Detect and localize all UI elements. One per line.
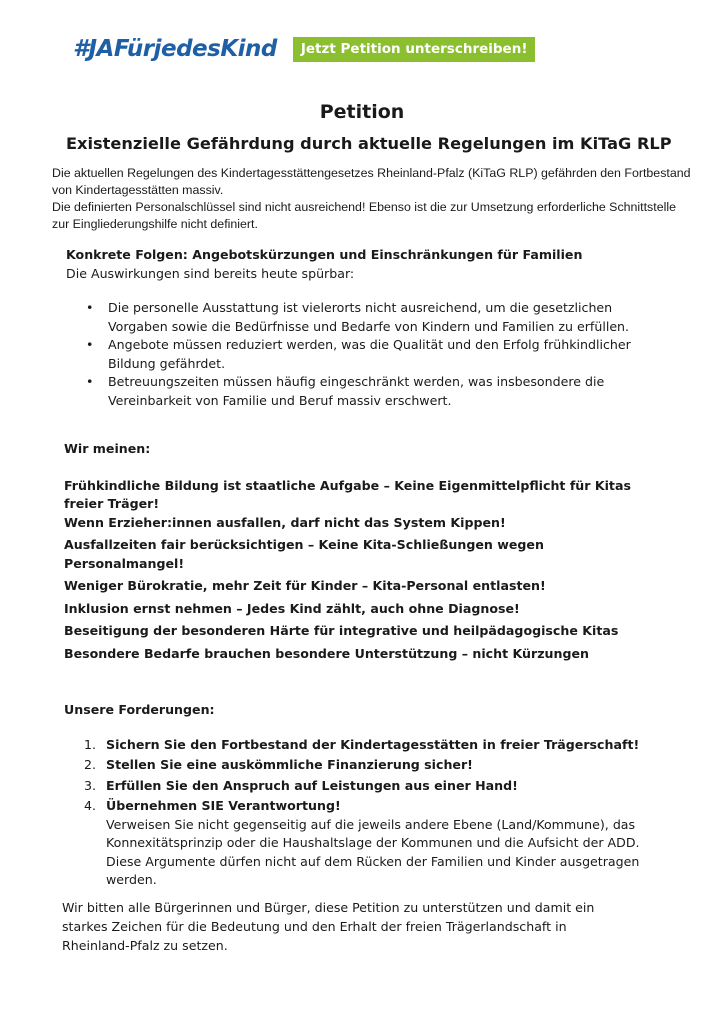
- demands-heading: Unsere Forderungen:: [64, 702, 215, 717]
- campaign-logo[interactable]: #JAFürjedesKind: [73, 36, 277, 62]
- demand-title: Stellen Sie eine auskömmliche Finanzierung sicher!: [106, 757, 473, 772]
- demand-number: 4.: [84, 798, 97, 813]
- consequences-heading: Konkrete Folgen: Angebotskürzungen und Einschränkungen für Familien: [66, 247, 583, 262]
- intro-paragraph: Die aktuellen Regelungen des Kindertagesstättengesetzes Rheinland-Pfalz (KiTaG RLP) gefährden den Fortbestand von Kindertagesstätten massiv.: [52, 166, 691, 197]
- demand-title: Erfüllen Sie den Anspruch auf Leistungen aus einer Hand!: [106, 777, 518, 793]
- opinion-claim: Inklusion ernst nehmen – Jedes Kind zählt, auch ohne Diagnose!: [64, 600, 520, 616]
- demand-title: Sichern Sie den Fortbestand der Kindertagesstätten in freier Trägerschaft!: [106, 736, 640, 752]
- list-item: • Angebote müssen reduziert werden, was die Qualität und den Erfolg frühkindlicher Bildung gefährdet.: [108, 336, 666, 373]
- petition-subtitle: Existenzielle Gefährdung durch aktuelle Regelungen im KiTaG RLP: [66, 134, 672, 153]
- opinion-claim: Besondere Bedarfe brauchen besondere Unterstützung – nicht Kürzungen: [64, 645, 590, 661]
- intro-section: [52, 165, 692, 233]
- opinion-claim: Beseitigung der besonderen Härte für integrative und heilpädagogische Kitas: [64, 623, 619, 638]
- closing-paragraph: Wir bitten alle Bürgerinnen und Bürger, diese Petition zu unterstützen und damit ein starkes Zeichen für die Bedeutung und den Erhalt der freien Trägerlandschaft in Rheinland-Pfalz zu setzen.: [62, 900, 595, 953]
- demand-number: 2.: [84, 757, 97, 772]
- list-item: • Betreuungszeiten müssen häufig eingeschränkt werden, was insbesondere die Vereinbarkeit von Familie und Beruf massiv erschwert.: [108, 373, 666, 410]
- demand-number: 1.: [84, 736, 97, 752]
- opinion-heading: Wir meinen:: [64, 441, 151, 456]
- demand-item: [84, 777, 674, 796]
- page-title: Petition: [319, 101, 405, 123]
- demand-text: Verweisen Sie nicht gegenseitig auf die jeweils andere Ebene (Land/Kommune), das Konnexitätsprinzip oder die Haushaltslage der Kommunen und die Aufsicht der ADD. Diese Argumente dürfen nicht auf dem Rücken der Familien und Kinder ausgetragen werden.: [106, 816, 640, 887]
- demand-item: [84, 756, 674, 775]
- demand-item: [84, 736, 674, 755]
- opinion-claim: Wenn Erzieher:innen ausfallen, darf nicht das System Kippen!: [64, 514, 506, 530]
- consequences-section: [66, 246, 666, 410]
- sign-petition-button[interactable]: Jetzt Petition unterschreiben!: [293, 37, 536, 62]
- demands-section: [64, 701, 674, 892]
- opinion-section: [64, 440, 664, 667]
- list-item: • Die personelle Ausstattung ist vielerorts nicht ausreichend, um die gesetzlichen Vorgaben sowie die Bedürfnisse und Bedarfe von Kindern und Familien zu erfüllen.: [108, 299, 666, 336]
- consequences-lead: Die Auswirkungen sind bereits heute spürbar:: [66, 265, 355, 281]
- demands-list: [64, 736, 674, 890]
- demand-item: [84, 797, 674, 890]
- opinion-claim: Frühkindliche Bildung ist staatliche Aufgabe – Keine Eigenmittelpflicht für Kitas freier Träger!: [64, 477, 631, 511]
- demand-number: 3.: [84, 777, 97, 793]
- consequences-list: [66, 299, 666, 410]
- opinion-claim: Ausfallzeiten fair berücksichtigen – Keine Kita-Schließungen wegen Personalmangel!: [64, 537, 544, 571]
- header: [73, 36, 535, 62]
- intro-paragraph: Die definierten Personalschlüssel sind nicht ausreichend! Ebenso ist die zur Umsetzung erforderliche Schnittstelle zur Eingliederungshilfe nicht definiert.: [52, 200, 676, 231]
- demand-title: Übernehmen SIE Verantwortung!: [106, 798, 341, 813]
- opinion-claim: Weniger Bürokratie, mehr Zeit für Kinder – Kita-Personal entlasten!: [64, 578, 546, 593]
